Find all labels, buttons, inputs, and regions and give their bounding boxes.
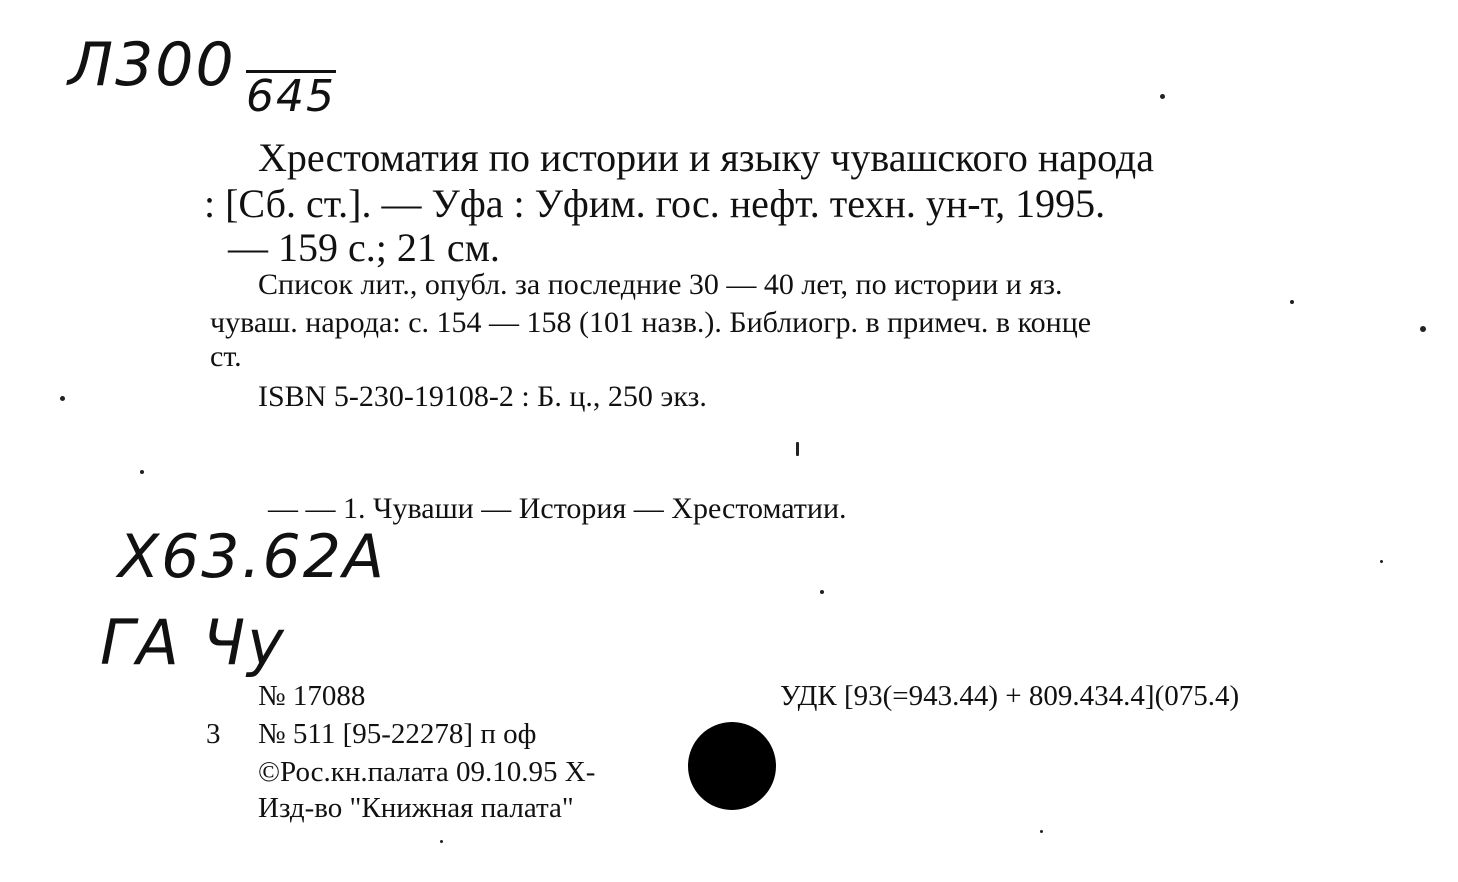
- scan-speck: [1040, 830, 1043, 833]
- scan-speck: [60, 396, 65, 401]
- isbn-line: ISBN 5-230-19108-2 : Б. ц., 250 экз.: [258, 380, 707, 413]
- title-line-1: Хрестоматия по истории и языку чувашского народа: [258, 135, 1155, 180]
- footer-line-2-prefix: 3: [206, 718, 221, 750]
- card-punch-hole: [688, 722, 776, 810]
- notes-line-3: ст.: [210, 340, 242, 373]
- scan-speck: [440, 840, 443, 843]
- scan-speck: [796, 442, 799, 456]
- card-number: № 17088: [258, 680, 366, 712]
- footer-line-4: Изд-во "Книжная палата": [258, 792, 574, 824]
- footer-line-3: ©Рос.кн.палата 09.10.95 Х-: [258, 756, 596, 788]
- subject-heading: — — 1. Чуваши — История — Хрестоматии.: [268, 492, 847, 525]
- scan-speck: [1160, 94, 1165, 99]
- handwritten-class-code: Х63.62А: [118, 522, 386, 592]
- footer-line-2: № 511 [95-22278] п оф: [258, 718, 537, 750]
- scan-speck: [1290, 300, 1294, 304]
- handwritten-region-code: ГА Чу: [100, 606, 286, 679]
- scan-speck: [1420, 326, 1426, 332]
- scan-speck: [140, 470, 144, 474]
- notes-line-2: чуваш. народа: с. 154 — 158 (101 назв.). Библиогр. в примеч. в конце: [210, 306, 1092, 339]
- handwritten-shelf-mark: Л300: [68, 30, 236, 100]
- title-line-2: : [Сб. ст.]. — Уфа : Уфим. гос. нефт. техн. ун-т, 1995.: [204, 181, 1106, 226]
- handwritten-shelf-fraction: 645: [246, 71, 336, 122]
- notes-line-1: Список лит., опубл. за последние 30 — 40 лет, по истории и яз.: [258, 268, 1063, 301]
- scan-speck: [1380, 560, 1383, 563]
- scan-speck: [820, 590, 824, 594]
- udk-code: УДК [93(=943.44) + 809.434.4](075.4): [780, 680, 1240, 712]
- title-line-3: — 159 с.; 21 см.: [228, 225, 500, 270]
